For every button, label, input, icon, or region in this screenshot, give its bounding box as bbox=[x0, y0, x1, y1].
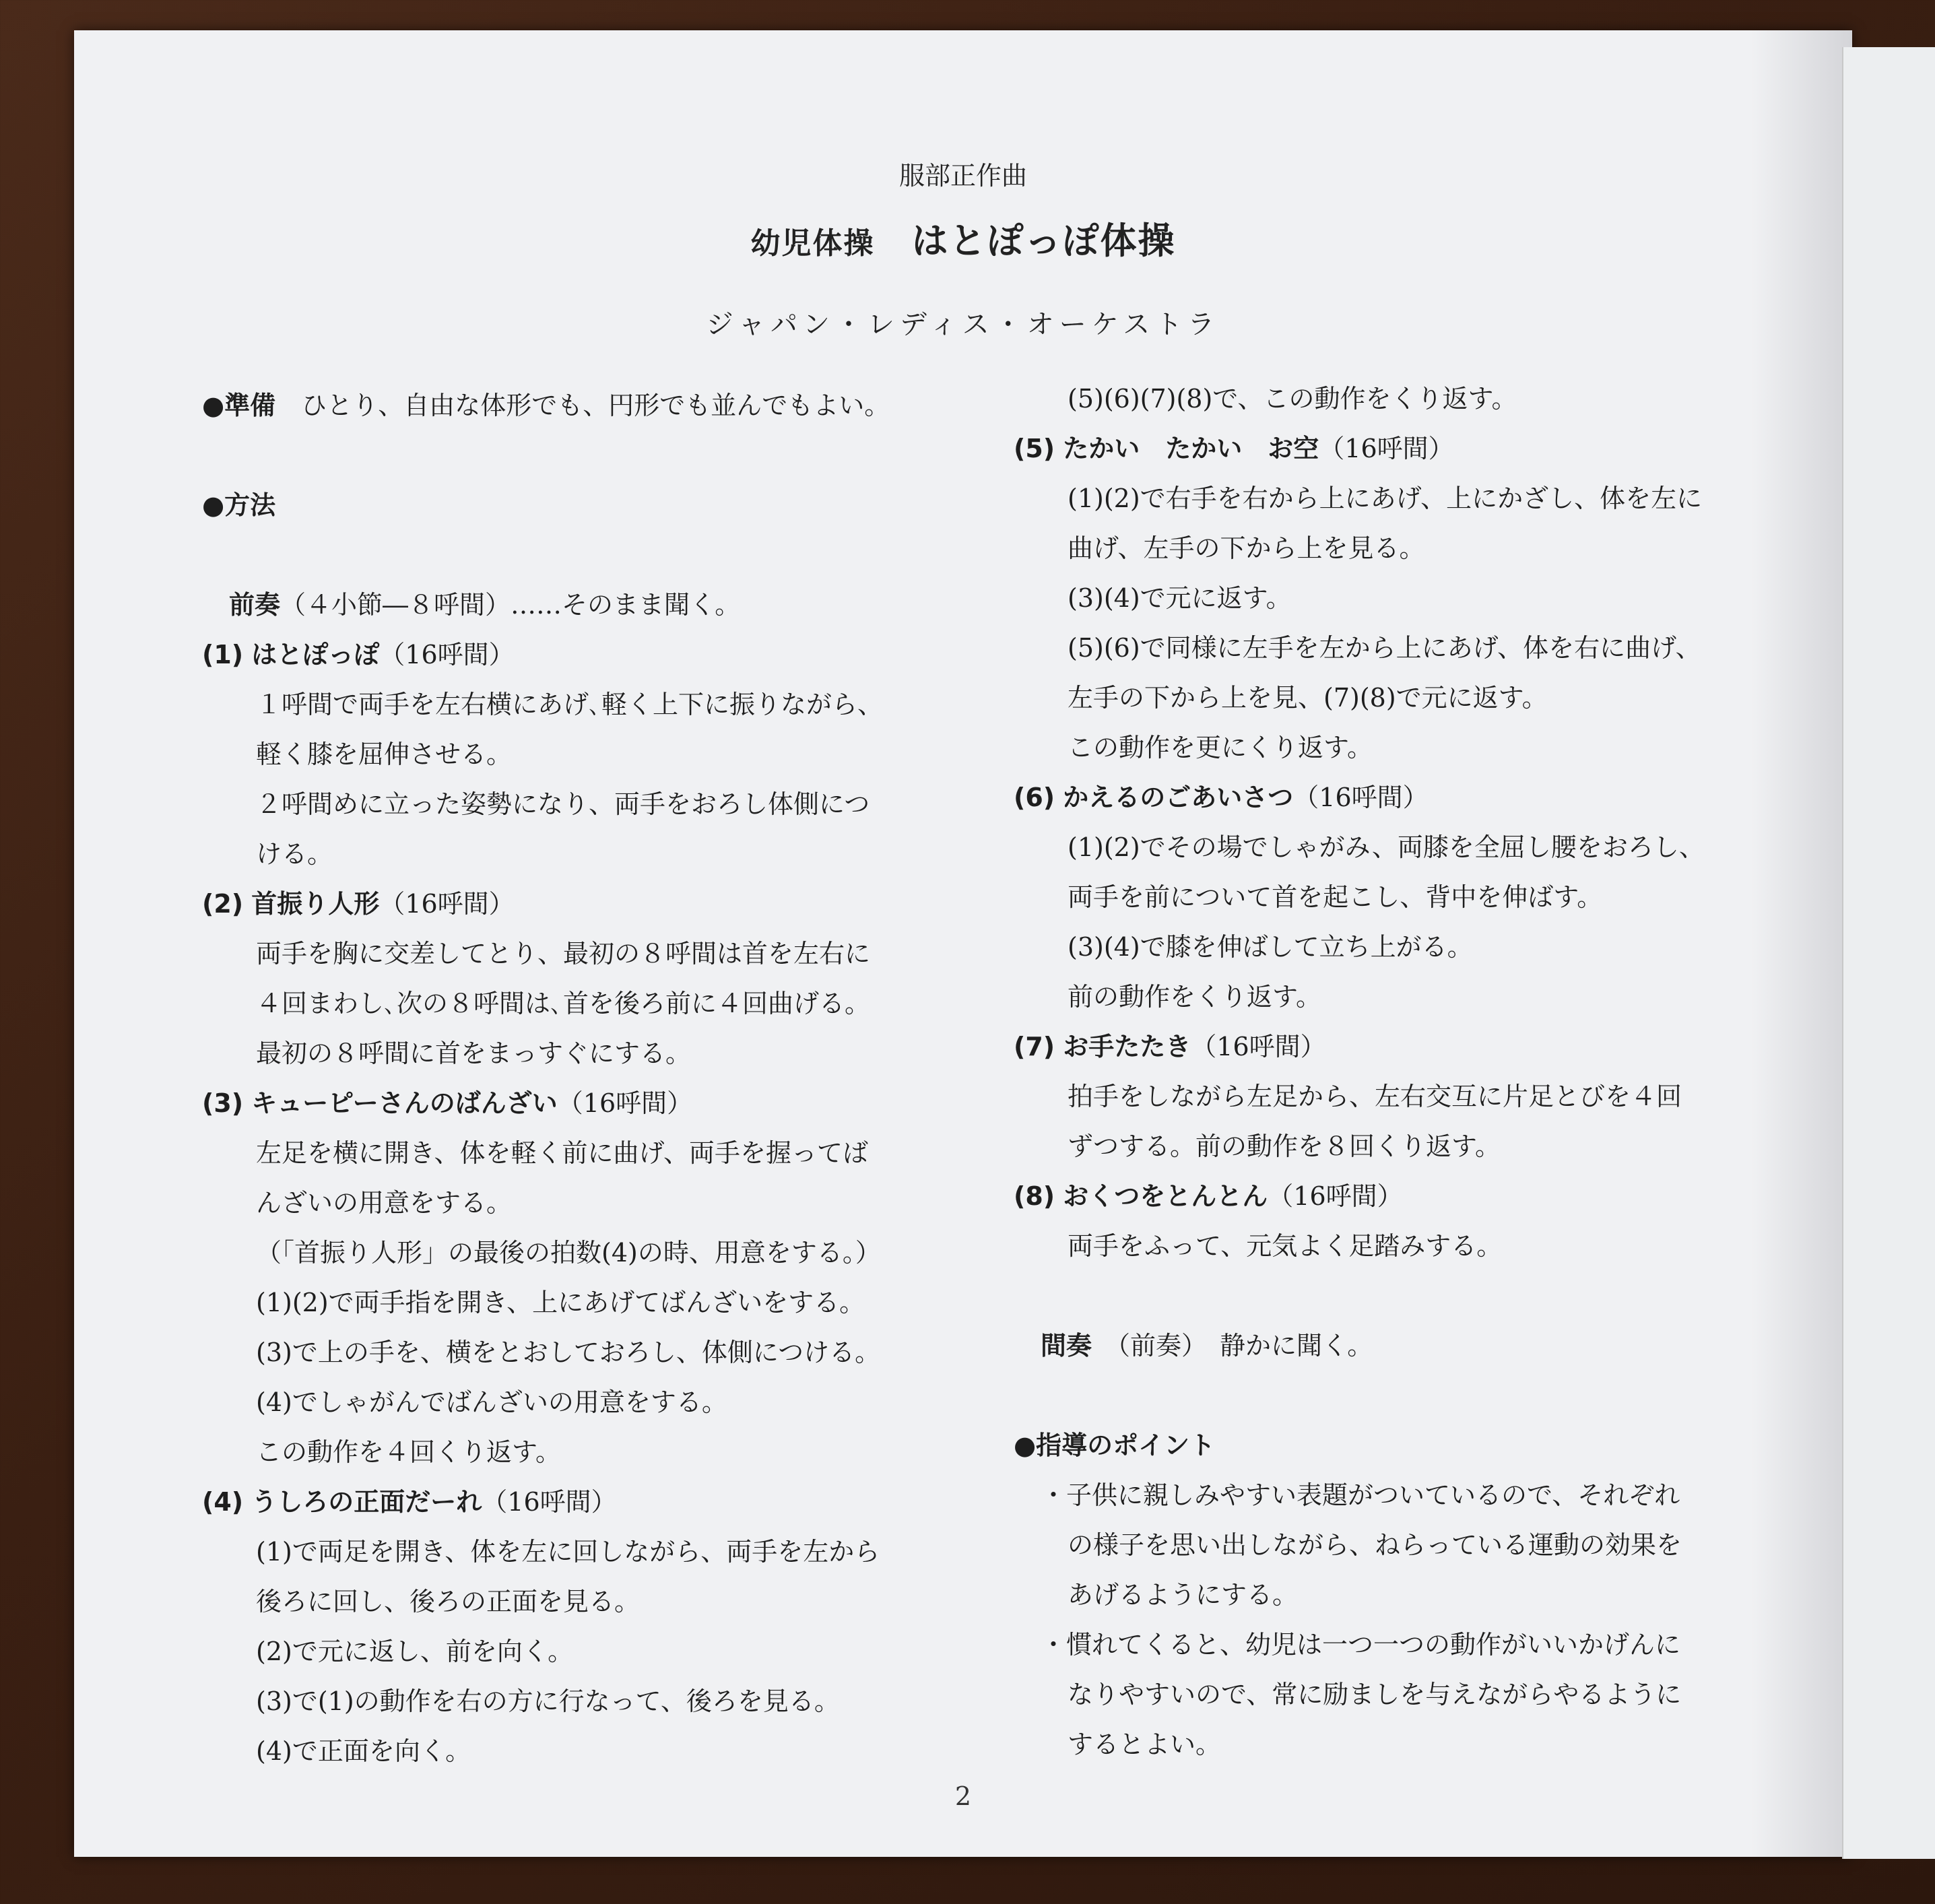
method-heading: ●方法 bbox=[202, 490, 276, 520]
interlude-line bbox=[1014, 1321, 1856, 1371]
section-6-text: (3)(4)で膝を伸ばして立ち上がる。 bbox=[1068, 932, 1473, 962]
song-title bbox=[74, 212, 1852, 264]
section-1-text: ける。 bbox=[256, 839, 333, 869]
section-title: たかい たかい お空 bbox=[1063, 434, 1319, 463]
section-5-text: (5)(6)で同様に左手を左から上にあげ、体を右に曲げ、 bbox=[1068, 633, 1701, 663]
section-4-text: 後ろに回し、後ろの正面を見る。 bbox=[256, 1587, 641, 1616]
intro-heading: 前奏 bbox=[229, 590, 281, 620]
artist-credit: ジャパン・レディス・オーケストラ bbox=[706, 309, 1220, 340]
section-4-continued: (5)(6)(7)(8)で、この動作をくり返す。 bbox=[1068, 384, 1517, 414]
interlude-text: （前奏） 静かに聞く。 bbox=[1117, 1331, 1373, 1360]
section-6-heading: (6) かえるのごあいさつ（16呼間） bbox=[1014, 783, 1429, 812]
section-5-text: 曲げ、左手の下から上を見る。 bbox=[1068, 533, 1425, 563]
section-1-text: １呼間で両手を左右横にあげ､軽く上下に振りながら、 bbox=[256, 690, 884, 719]
section-6-text: 前の動作をくり返す。 bbox=[1068, 982, 1321, 1012]
booklet-page bbox=[74, 30, 1852, 1857]
prep-text: ひとり、自由な体形でも、円形でも並んでもよい。 bbox=[301, 391, 890, 420]
point-text: するとよい。 bbox=[1068, 1730, 1222, 1759]
section-4-text: (1)で両足を開き、体を左に回しながら、両手を左から bbox=[256, 1537, 880, 1567]
section-3-text: 左足を横に開き、体を軽く前に曲げ、両手を握ってば bbox=[256, 1138, 868, 1168]
page-gutter-shadow bbox=[1751, 30, 1852, 1857]
point-text: なりやすいので、常に励ましを与えながらやるように bbox=[1068, 1680, 1682, 1709]
section-2-text: 最初の８呼間に首をまっすぐにする。 bbox=[256, 1039, 692, 1068]
section-7-heading: (7) お手たたき（16呼間） bbox=[1014, 1032, 1326, 1061]
point-text: ・子供に親しみやすい表題がついているので、それぞれ bbox=[1041, 1480, 1680, 1510]
section-8-text: 両手をふって、元気よく足踏みする。 bbox=[1068, 1231, 1503, 1261]
section-title: はとぽっぽ bbox=[251, 640, 380, 669]
section-1-heading: (1) はとぽっぽ（16呼間） bbox=[202, 640, 515, 669]
section-2-heading: (2) 首振り人形（16呼間） bbox=[202, 889, 515, 919]
section-4-heading: (4) うしろの正面だーれ（16呼間） bbox=[202, 1487, 617, 1517]
point-text: ・慣れてくると、幼児は一つ一つの動作がいいかげんに bbox=[1041, 1630, 1681, 1660]
section-title: おくつをとんとん bbox=[1063, 1181, 1268, 1211]
section-3-heading: (3) キューピーさんのばんざい（16呼間） bbox=[202, 1088, 693, 1118]
prep-line bbox=[202, 381, 1078, 430]
title-prefix: 幼児体操 bbox=[750, 226, 875, 261]
points-heading: ●指導のポイント bbox=[1014, 1431, 1216, 1460]
section-3-text: (4)でしゃがんでばんざいの用意をする。 bbox=[256, 1387, 727, 1417]
section-5-text: この動作を更にくり返す。 bbox=[1068, 733, 1373, 762]
intro-text: （４小節―８呼間）……そのまま聞く。 bbox=[280, 590, 741, 620]
section-title: キューピーさんのばんざい bbox=[251, 1088, 558, 1118]
section-1-text: ２呼間めに立った姿勢になり、両手をおろし体側につ bbox=[256, 789, 870, 819]
section-3-text: (3)で上の手を、横をとおしておろし、体側につける。 bbox=[256, 1338, 881, 1367]
intro-line bbox=[202, 580, 1078, 630]
section-4-text: (3)で(1)の動作を右の方に行なって、後ろを見る。 bbox=[256, 1686, 840, 1716]
point-text: の様子を思い出しながら、ねらっている運動の効果を bbox=[1068, 1530, 1682, 1560]
composer-credit: 服部正作曲 bbox=[898, 161, 1027, 191]
section-5-text: (3)(4)で元に返す。 bbox=[1068, 583, 1292, 613]
section-4-text: (4)で正面を向く。 bbox=[256, 1736, 471, 1766]
section-6-text: (1)(2)でその場でしゃがみ、両膝を全屈し腰をおろし、 bbox=[1068, 832, 1705, 862]
section-6-text: 両手を前について首を起こし、背中を伸ばす。 bbox=[1068, 882, 1603, 912]
section-title: お手たたき bbox=[1063, 1032, 1191, 1061]
point-text: あげるようにする。 bbox=[1068, 1580, 1299, 1610]
section-2-text: 両手を胸に交差してとり、最初の８呼間は首を左右に bbox=[256, 939, 871, 969]
section-5-heading: (5) たかい たかい お空（16呼間） bbox=[1014, 434, 1454, 463]
section-2-text: ４回まわし､次の８呼間は､首を後ろ前に４回曲げる｡ bbox=[256, 989, 858, 1018]
section-3-text: （「首振り人形」の最後の拍数(4)の時、用意をする｡） bbox=[256, 1238, 881, 1268]
section-4-text: (2)で元に返し、前を向く。 bbox=[256, 1637, 574, 1666]
left-column bbox=[202, 381, 1078, 1776]
title-main: はとぽっぽ体操 bbox=[911, 220, 1176, 262]
section-5-text: (1)(2)で右手を右から上にあげ、上にかざし、体を左に bbox=[1068, 484, 1703, 513]
section-title: 首振り人形 bbox=[251, 889, 380, 919]
section-5-text: 左手の下から上を見、(7)(8)で元に返す。 bbox=[1068, 683, 1548, 713]
prep-heading: ●準備 bbox=[202, 391, 276, 420]
section-1-text: 軽く膝を屈伸させる。 bbox=[256, 740, 513, 769]
section-3-text: んざいの用意をする。 bbox=[256, 1188, 513, 1218]
section-3-text: (1)(2)で両手指を開き、上にあげてばんざいをする。 bbox=[256, 1288, 865, 1317]
section-title: かえるのごあいさつ bbox=[1063, 783, 1294, 812]
next-page-edge bbox=[1842, 47, 1935, 1859]
section-7-text: 拍手をしながら左足から、左右交互に片足とびを４回 bbox=[1068, 1082, 1682, 1111]
interlude-heading: 間奏 bbox=[1041, 1331, 1092, 1360]
section-3-text: この動作を４回くり返す。 bbox=[256, 1437, 561, 1467]
page-number: 2 bbox=[954, 1781, 972, 1811]
right-column bbox=[1014, 374, 1856, 1769]
section-7-text: ずつする。前の動作を８回くり返す。 bbox=[1068, 1131, 1501, 1161]
section-title: うしろの正面だーれ bbox=[251, 1487, 482, 1517]
section-8-heading: (8) おくつをとんとん（16呼間） bbox=[1014, 1181, 1403, 1211]
